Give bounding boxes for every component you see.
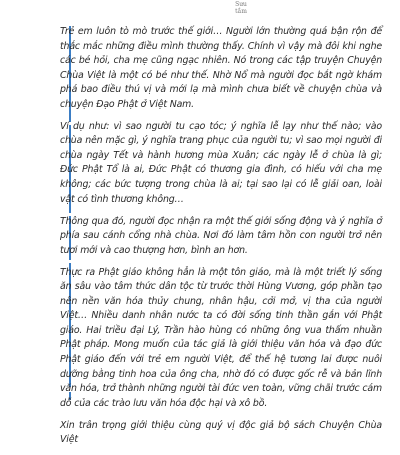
paragraph-buddhism: Thực ra Phật giáo không hẳn là một tôn giáo, mà là một triết lý sống ăn sâu vào tâm thức dân tộc từ trước thời Hùng Vương, góp phần tạo nên nền văn hóa thủy chung, nhân hậu, cởi mở, vị tha của người Việt… Nhiều danh nhân nước ta có đời sống tinh thần gắn với Phật giáo. Hai triều đại Lý, Trần hào hùng có những ông vua thấm nhuần Phật pháp. Mong muốn của tác giả là giới thiệu văn hóa và đạo đức Phật giáo đến với trẻ em người Việt, để thế hệ tương lai được nuôi dưỡng bằng tinh hoa của ông cha, nhờ đó có được gốc rễ và bản lĩnh văn hóa, trở thành những người tài đức ven toàn, vững chãi trước cám dỗ của các trào lưu văn hóa độc hại và xô bồ. [60,266,382,409]
corner-stamp-line-1: Sưu [235,1,247,8]
article-body [60,25,382,455]
corner-stamp [226,1,256,15]
paragraph-world: Thông qua đó, người đọc nhận ra một thế giới sống động và ý nghĩa ở phía sau cánh cổng nhà chùa. Nơi đó làm tâm hồn con người trở nên tươi mới và cao thượng hơn, bình an hơn. [60,215,382,256]
paragraph-closing: Xin trân trọng giới thiệu cùng quý vị độc giả bộ sách Chuyện Chùa Việt [60,419,382,446]
paragraph-intro: Trẻ em luôn tò mò trước thế giới… Người lớn thường quá bận rộn để thắc mắc những điều mình thường thấy. Chính vì vậy mà đôi khi nghe các bé hỏi, cha mẹ cũng ngạc nhiên. Nó trong các tập truyện Chuyện Chùa Việt là một có bé như thế. Nhờ Nổ mà người đọc bắt ngờ khám phá bao điều thú vị và mới lạ mà mình chưa biết về chuyện chùa và chuyện Đạo Phật ở Việt Nam. [60,26,382,110]
paragraph-examples: Ví dụ như: vì sao người tu cạo tóc; ý nghĩa lễ lạy như thế nào; vào chùa nên mặc gì, ý nghĩa trang phục của người tu; vì sao mọi người đi chùa ngày Tết và hành hương mùa Xuân; các ngày lễ ở chùa là gì; Đức Phật Tổ là ai, Đức Phật có thương gia đình, có hiếu với cha mẹ không; các bức tượng trong chùa là ai; tại sao lại có lễ giải oan, loài vật có tình thương không… [60,120,382,205]
corner-stamp-line-2: tầm [235,8,247,15]
